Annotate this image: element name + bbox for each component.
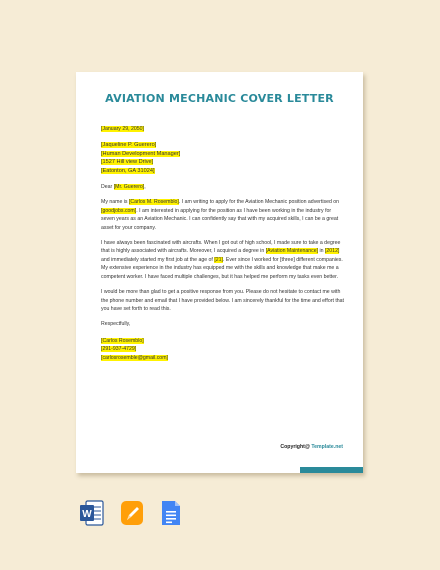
job-site: [goodjobs.com] <box>101 207 137 214</box>
paragraph-3: I would be more than glad to get a positive response from you. Please do not hesitate to contact me with the phone number and email that I have provided below. I am sincerely thankful for the time and effort that you have set forth to read this. <box>101 289 344 312</box>
pages-icon[interactable] <box>120 499 144 527</box>
accent-bar <box>300 467 363 473</box>
start-age: [21] <box>214 256 223 263</box>
signature-phone: [291-937-4729] <box>101 346 137 353</box>
letter-body <box>101 125 346 362</box>
google-docs-icon[interactable] <box>159 499 183 527</box>
word-icon[interactable] <box>80 499 104 527</box>
salutation: Dear [Mr. Guerero], <box>101 184 146 191</box>
svg-text:W: W <box>82 509 92 520</box>
paragraph-1: My name is [Carlos M. Rosemblo]. I am writing to apply for the Aviation Mechanic position advertised on [goodjobs.com]. I am interested in applying for the position as I have been working in the industry for seven years as an Aviation Mechanic. I can confidently say that with my acquired skills, I can be a great asset for your company. <box>101 199 340 231</box>
recipient-city: [Eatonton, GA 31024] <box>101 167 155 174</box>
date: [January 29, 2050] <box>101 126 144 132</box>
signature-email: [carlosrosemble@gmail.com] <box>101 354 168 361</box>
degree: [Aviation Maintenance] <box>265 248 319 255</box>
paragraph-2: I have always been fascinated with aircrafts. When I got out of high school, I made sure to take a degree that is highly associated with aircrafts. Moreover, I acquired a degree in [Aviation Maintenance] in [2012] and immediately started my first job at the age of [21]. Ever since I worked for [three] different companies. My extensive experience in the industry has equipped me with the skills and knowledge that make me a competent worker. I have faced multiple challenges, but it has helped me perform my tasks even better. <box>101 240 343 280</box>
template-net-brand: Template.net <box>309 444 343 450</box>
signature-name: [Carlos Rosemblo] <box>101 337 144 344</box>
applicant-name: [Carlos M. Rosemblo] <box>128 199 179 206</box>
recipient-title: [Human Development Manager] <box>101 150 181 157</box>
closing: Respectfully, <box>101 321 131 328</box>
degree-year: [2012] <box>324 248 340 255</box>
salutation-name: [Mr. Guerero] <box>113 184 145 191</box>
copyright-footer: Copyright@ Template.net <box>280 444 343 450</box>
signature-block <box>101 337 346 362</box>
letter-title: AVIATION MECHANIC COVER LETTER <box>105 92 334 105</box>
recipient-address <box>101 141 346 175</box>
recipient-name: [Jaqueline P. Guerero] <box>101 142 157 149</box>
recipient-street: [1527 Hill view Drive] <box>101 159 154 166</box>
letter-page <box>76 72 363 473</box>
